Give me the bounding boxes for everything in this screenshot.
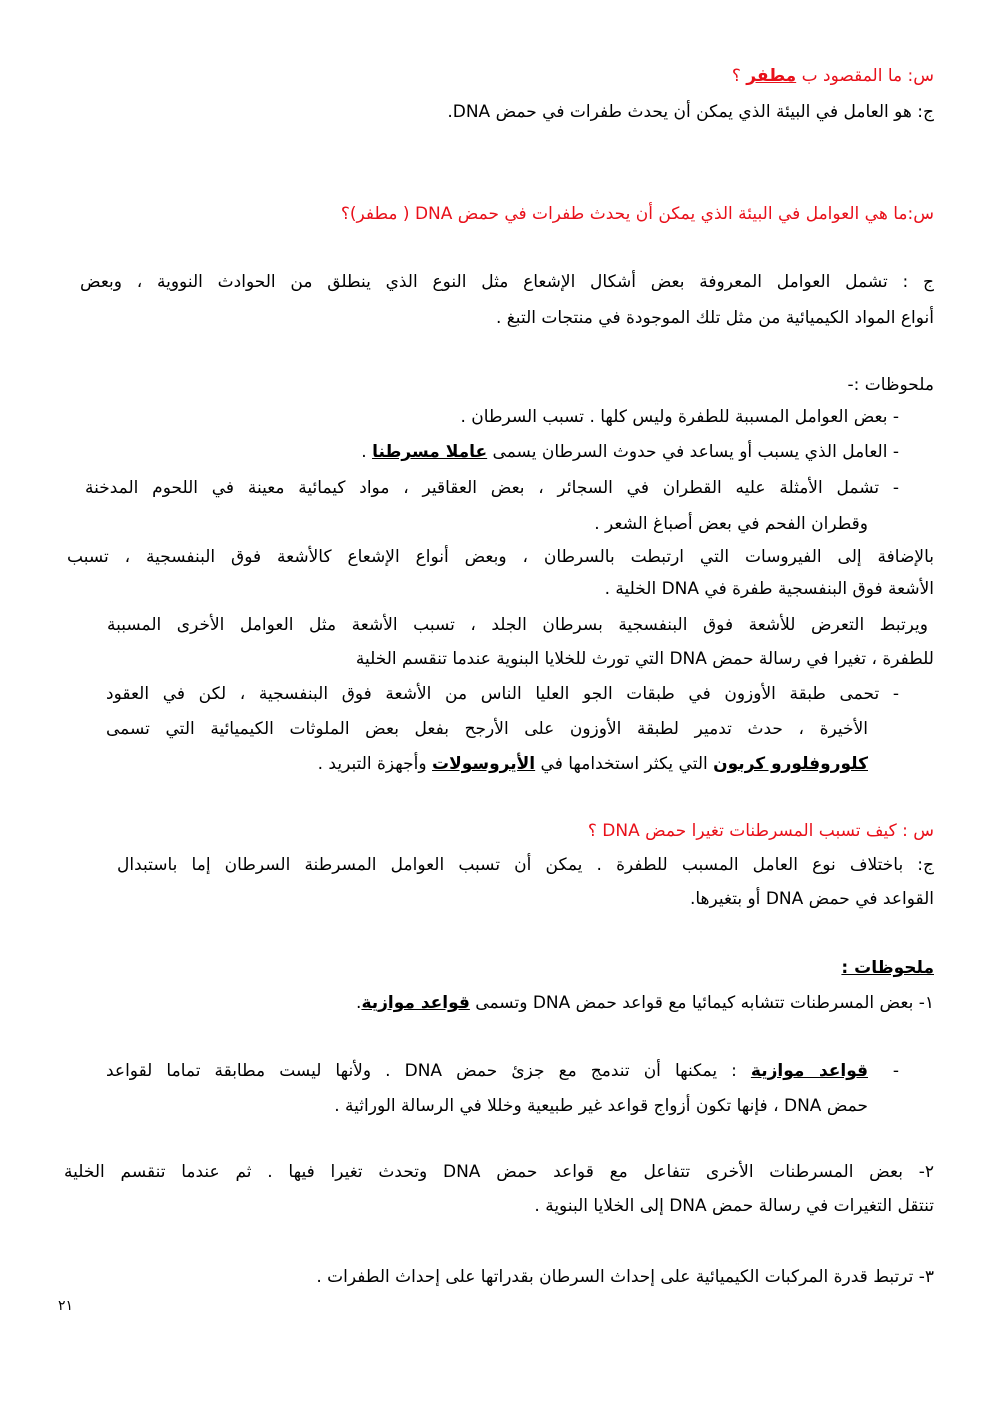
note2-item-2-dash: - (892, 1061, 899, 1081)
term-carcinogen: عاملا مسرطنا (372, 442, 488, 462)
note-item-4-line3: كلوروفلورو كربون التي يكثر استخدامها في الأيروسولات وأجهزة التبريد . (317, 754, 868, 774)
term-cfc: كلوروفلورو كربون (713, 754, 868, 774)
notes-heading: ملحوظات :- (847, 375, 934, 395)
question-carcinogens: س : كيف تسبب المسرطنات تغيرا حمض DNA ؟ (587, 821, 934, 841)
note2-item-4: ٣- ترتبط قدرة المركبات الكيميائية على إحداث السرطان بقدراتها على إحداث الطفرات . (316, 1267, 934, 1287)
question-mutagen: س: ما المقصود ب مطفر ؟ (731, 66, 934, 86)
note-item-4-line2: الأخيرة ، حدث تدمير لطبقة الأوزون على الأرجح بفعل بعض الملوثات الكيميائية التي تسمى (106, 719, 868, 739)
page-number: ٢١ (58, 1298, 74, 1314)
note2-item-3-line2: تنتقل التغيرات في رسالة حمض DNA إلى الخلايا البنوية . (534, 1196, 934, 1216)
term-mutagen: مطفر (746, 66, 797, 86)
note2-item-2-line2: حمض DNA ، فإنها تكون أزواج قواعد غير طبيعية وخللا في الرسالة الوراثية . (334, 1096, 868, 1116)
note-item-2: - العامل الذي يسبب أو يساعد في حدوث السرطان يسمى عاملا مسرطنا . (361, 442, 899, 462)
question-mutagen-factors: س:ما هي العوامل في البيئة الذي يمكن أن يحدث طفرات في حمض DNA ( مطفر)؟ (340, 204, 934, 224)
paragraph-viruses-line2: الأشعة فوق البنفسجية طفرة في DNA الخلية . (604, 579, 934, 599)
note2-item-1: ١- بعض المسرطنات تتشابه كيمائيا مع قواعد حمض DNA وتسمى قواعد موازية. (356, 993, 934, 1013)
paragraph-uv-line1: ويرتبط التعرض للأشعة فوق البنفسجية بسرطان الجلد ، تسبب الأشعة مثل العوامل الأخرى المسببة (107, 615, 928, 635)
notes-heading-2: ملحوظات : (841, 958, 934, 978)
note-item-3-line1: - تشمل الأمثلة عليه القطران في السجائر ، بعض العقاقير ، مواد كيمائية معينة في اللحوم المدخنة (85, 478, 899, 498)
answer-factors-line2: أنواع المواد الكيميائية من مثل تلك الموجودة في منتجات التبغ . (495, 308, 934, 328)
note-item-4-line1: - تحمى طبقة الأوزون في طبقات الجو العليا الناس من الأشعة فوق البنفسجية ، لكن في العقود (106, 684, 899, 704)
answer-factors-line1: ج : تشمل العوامل المعروفة بعض أشكال الإشعاع مثل النوع الذي ينطلق من الحوادث النووية ، وبعض (80, 272, 934, 292)
term-aerosols: الأيروسولات (432, 754, 536, 774)
term-base-analogs-2: قواعد موازية (750, 1061, 868, 1081)
paragraph-viruses-line1: بالإضافة إلى الفيروسات التي ارتبطت بالسرطان ، وبعض أنواع الإشعاع كالأشعة فوق البنفسجية ، تسبب (67, 547, 934, 567)
note2-item-3-line1: ٢- بعض المسرطنات الأخرى تتفاعل مع قواعد حمض DNA وتحدث تغيرا فيها . ثم عندما تنقسم الخلية (64, 1162, 934, 1182)
paragraph-uv-line2: للطفرة ، تغيرا في رسالة حمض DNA التي تورث للخلايا البنوية عندما تنقسم الخلية (355, 649, 934, 669)
answer-carcinogens-line2: القواعد في حمض DNA أو بتغيرها. (689, 889, 934, 909)
note-item-1: - بعض العوامل المسببة للطفرة وليس كلها . تسبب السرطان . (460, 407, 899, 427)
term-base-analogs: قواعد موازية (361, 993, 470, 1013)
note-item-3-line2: وقطران الفحم في بعض أصباغ الشعر . (594, 514, 868, 534)
answer-carcinogens-line1: ج: باختلاف نوع العامل المسبب للطفرة . يمكن أن تسبب العوامل المسرطنة السرطان إما باستبدال (117, 855, 934, 875)
note2-item-2-line1: قواعد موازية : يمكنها أن تندمج مع جزئ حمض DNA . ولأنها ليست مطابقة تماما لقواعد (106, 1061, 868, 1081)
answer-mutagen: ج: هو العامل في البيئة الذي يمكن أن يحدث طفرات في حمض DNA. (447, 102, 934, 122)
